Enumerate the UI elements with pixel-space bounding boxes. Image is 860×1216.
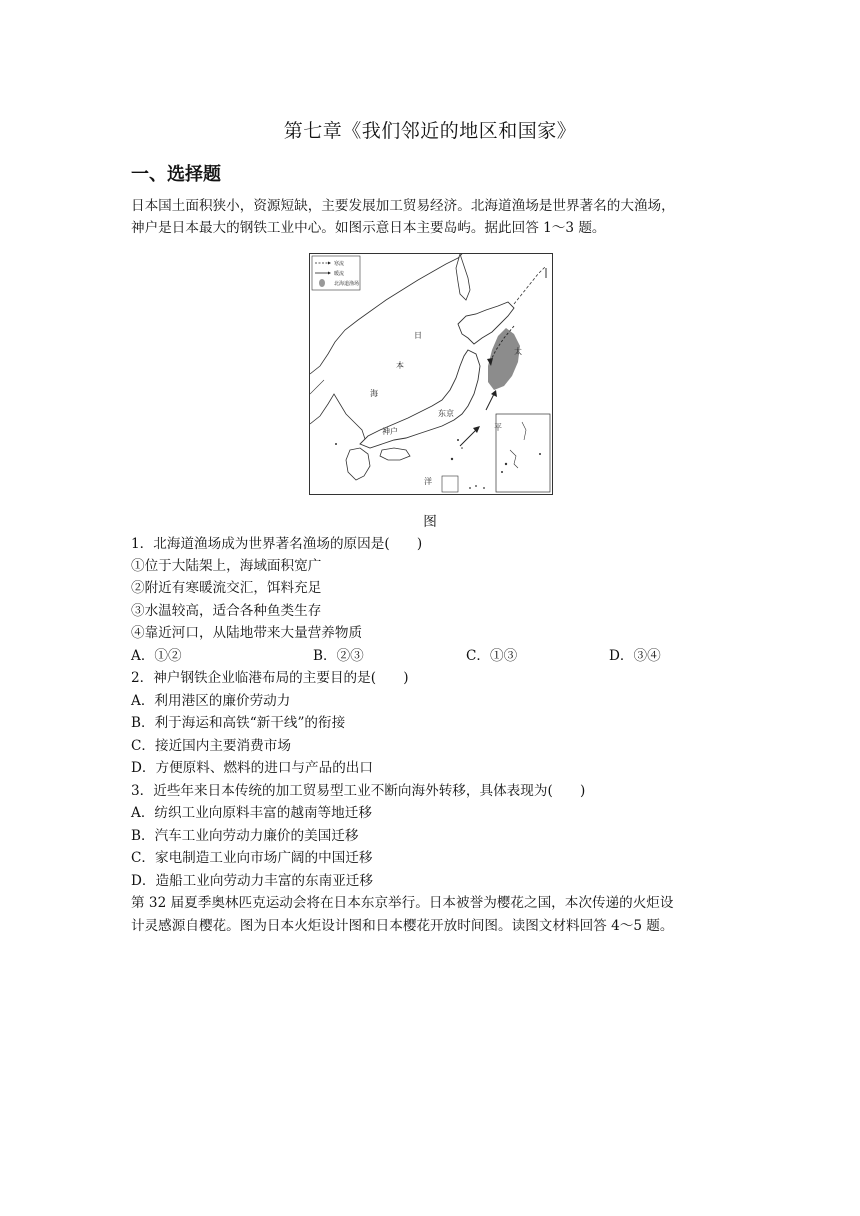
label-tokyo: 东京 [438, 409, 454, 418]
q2-stem: 2．神户钢铁企业临港布局的主要目的是( ) [131, 670, 409, 686]
ryukyu-inset [496, 414, 550, 492]
q3-stem: 3．近些年来日本传统的加工贸易型工业不断向海外转移，具体表现为( ) [131, 783, 586, 799]
q1-option-b[interactable]: B．②③ [313, 648, 364, 664]
map-legend [312, 256, 360, 290]
label-ping: 平 [494, 423, 502, 432]
intro-line-2: 神户是日本最大的钢铁工业中心。如图示意日本主要岛屿。据此回答 1～3 题。 [131, 220, 606, 236]
intro2-line-1: 第 32 届夏季奥林匹克运动会将在日本东京举行。日本被誉为樱花之国，本次传递的火炬设 [131, 895, 674, 911]
q1-item-4: ④靠近河口，从陆地带来大量营养物质 [131, 625, 363, 641]
honshu-island [360, 350, 480, 448]
kyushu-island [346, 448, 370, 480]
japan-map-figure [309, 253, 553, 495]
label-kobe: 神户 [382, 427, 398, 436]
page-title: 第七章《我们邻近的地区和国家》 [283, 120, 577, 142]
figure-caption: 图 [423, 514, 437, 530]
q2-option-c[interactable]: C．接近国内主要消费市场 [131, 738, 291, 754]
q2-option-b[interactable]: B．利于海运和高铁“新干线”的衔接 [131, 715, 346, 731]
q1-stem: 1．北海道渔场成为世界著名渔场的原因是( ) [131, 536, 423, 552]
sakhalin-island [456, 254, 470, 300]
legend-fishery: 北海道渔场 [334, 281, 360, 287]
q1-option-a[interactable]: A．①② [131, 648, 182, 664]
q1-item-3: ③水温较高，适合各种鱼类生存 [131, 603, 322, 619]
legend-warm-current: 暖流 [334, 271, 345, 277]
q3-option-a[interactable]: A．纺织工业向原料丰富的越南等地迁移 [131, 805, 372, 821]
q1-option-d[interactable]: D．③④ [609, 648, 661, 664]
korea-coast [310, 394, 366, 442]
intro-line-1: 日本国土面积狭小，资源短缺，主要发展加工贸易经济。北海道渔场是世界著名的大渔场， [131, 198, 675, 214]
q1-item-2: ②附近有寒暖流交汇，饵料充足 [131, 580, 322, 596]
label-ben: 本 [396, 361, 404, 370]
q3-option-d[interactable]: D．造船工业向劳动力丰富的东南亚迁移 [131, 873, 373, 889]
q1-option-c[interactable]: C．①③ [466, 648, 518, 664]
shikoku-island [380, 448, 410, 460]
q1-item-1: ①位于大陆架上，海域面积宽广 [131, 558, 322, 574]
japan-map-svg [310, 254, 552, 494]
q2-option-d[interactable]: D．方便原料、燃料的进口与产品的出口 [131, 760, 373, 776]
q3-option-c[interactable]: C．家电制造工业向市场广阔的中国迁移 [131, 850, 373, 866]
section-heading: 一、选择题 [131, 164, 221, 185]
label-yang: 洋 [424, 477, 432, 486]
label-hai: 海 [370, 389, 378, 398]
q3-option-b[interactable]: B．汽车工业向劳动力廉价的美国迁移 [131, 828, 359, 844]
warm-current-arrow-1 [486, 394, 494, 410]
label-tai: 太 [514, 347, 522, 356]
warm-current-arrow-2 [460, 430, 476, 446]
legend-cold-current: 寒流 [334, 261, 345, 267]
fishery-legend-icon [319, 279, 325, 287]
label-ri: 日 [414, 331, 422, 340]
q2-option-a[interactable]: A．利用港区的廉价劳动力 [131, 693, 291, 709]
intro2-line-2: 计灵感源自樱花。图为日本火炬设计图和日本樱花开放时间图。读图文材料回答 4～5 题。 [131, 918, 674, 934]
